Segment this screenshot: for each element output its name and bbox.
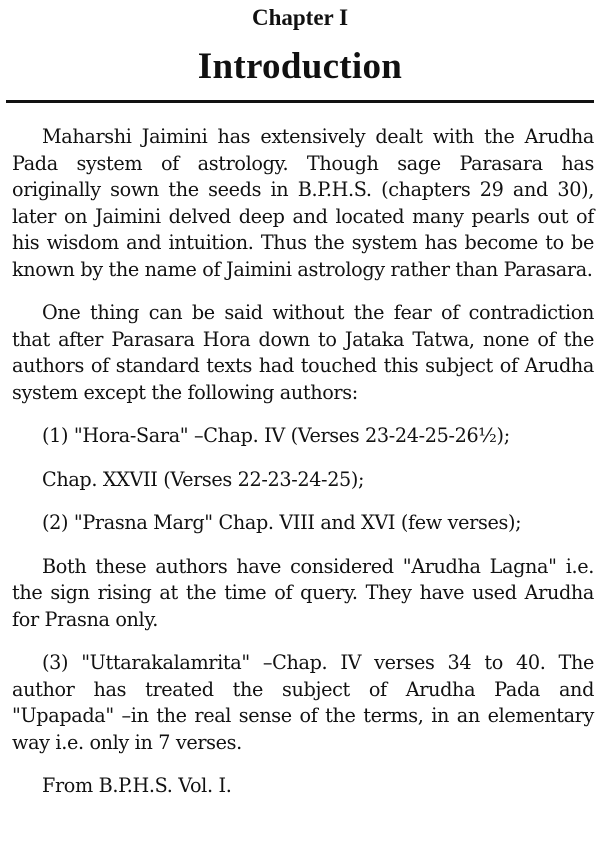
reference-hora-sara-chap-xxvii: Chap. XXVII (Verses 22-23-24-25); [42, 467, 365, 491]
reference-hora-sara: (1) "Hora-Sara" –Chap. IV (Verses 23-24-25-26½); [42, 424, 510, 447]
title-divider [6, 100, 594, 103]
reference-prasna-marg: (2) "Prasna Marg" Chap. VIII and XVI (few verses); [42, 511, 522, 534]
source-note: From B.P.H.S. Vol. I. [42, 774, 232, 797]
paragraph-uttarakalamrita: (3) "Uttarakalamrita" –Chap. IV verses 34 to 40. The author has treated the subject of Arudha Pada and "Upapada" –in the real sense of the terms, in an elementary way i.e. only in 7 verses. [12, 651, 594, 754]
chapter-label: Chapter I [251, 5, 349, 30]
paragraph-contradiction: One thing can be said without the fear of contradiction that after Parasara Hora down to Jataka Tatwa, none of the authors of standard texts had touched this subject of Arudha system except the following authors: [12, 301, 594, 404]
body-text [12, 124, 594, 817]
page-title: Introduction [197, 46, 403, 87]
paragraph-both-authors: Both these authors have considered "Arudha Lagna" i.e. the sign rising at the time of query. They have used Arudha for Prasna only. [12, 554, 594, 631]
paragraph-intro: Maharshi Jaimini has extensively dealt with the Arudha Pada system of astrology. Though sage Parasara has originally sown the seeds in B.P.H.S. (chapters 29 and 30), later on Jaimini delved deep and located many pearls out of his wisdom and intuition. Thus the system has become to be known by the name of Jaimini astrology rather than Parasara. [12, 125, 594, 281]
